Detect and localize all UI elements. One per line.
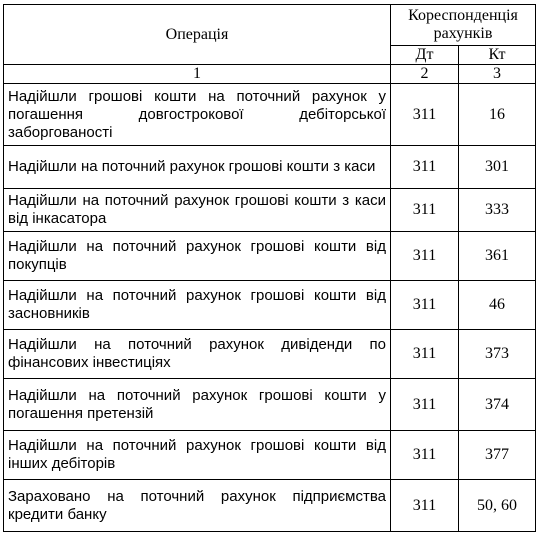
table-row: [4, 84, 536, 146]
operation-cell: Надійшли грошові кошти на поточний рахунок у погашення довгострокової дебіторської заборгованості: [4, 84, 391, 146]
credit-cell: 16: [459, 84, 536, 146]
credit-cell: 377: [459, 431, 536, 480]
column-number-2: 2: [391, 65, 459, 84]
table-row: [4, 232, 536, 281]
accounting-entries-table: [3, 4, 536, 532]
header-operation: Операція: [4, 5, 391, 65]
debit-cell: 311: [391, 431, 459, 480]
debit-cell: 311: [391, 84, 459, 146]
credit-cell: 50, 60: [459, 480, 536, 532]
table-row: [4, 431, 536, 480]
credit-cell: 333: [459, 189, 536, 232]
credit-cell: 46: [459, 281, 536, 330]
operation-cell: Надійшли на поточний рахунок грошові кошти від інших дебіторів: [4, 431, 391, 480]
debit-cell: 311: [391, 281, 459, 330]
header-credit: Кт: [459, 46, 536, 65]
table-row: [4, 480, 536, 532]
credit-cell: 374: [459, 379, 536, 431]
table-row: [4, 281, 536, 330]
table-row: [4, 330, 536, 379]
table-row: [4, 379, 536, 431]
operation-cell: Надійшли на поточний рахунок грошові кошти з каси: [4, 146, 391, 189]
debit-cell: 311: [391, 379, 459, 431]
debit-cell: 311: [391, 330, 459, 379]
operation-cell: Надійшли на поточний рахунок грошові кошти з каси від інкасатора: [4, 189, 391, 232]
header-correspondence: Кореспонденція рахунків: [391, 5, 536, 46]
table-row: [4, 189, 536, 232]
operation-cell: Надійшли на поточний рахунок грошові кошти у погашення претензій: [4, 379, 391, 431]
operation-cell: Надійшли на поточний рахунок дивіденди по фінансових інвестиціях: [4, 330, 391, 379]
debit-cell: 311: [391, 232, 459, 281]
credit-cell: 373: [459, 330, 536, 379]
debit-cell: 311: [391, 146, 459, 189]
table-row: [4, 146, 536, 189]
operation-cell: Надійшли на поточний рахунок грошові кошти від засновників: [4, 281, 391, 330]
credit-cell: 301: [459, 146, 536, 189]
header-debit: Дт: [391, 46, 459, 65]
debit-cell: 311: [391, 480, 459, 532]
credit-cell: 361: [459, 232, 536, 281]
operation-cell: Зараховано на поточний рахунок підприємства кредити банку: [4, 480, 391, 532]
column-number-3: 3: [459, 65, 536, 84]
debit-cell: 311: [391, 189, 459, 232]
accounting-entries-table-wrapper: [3, 4, 535, 532]
operation-cell: Надійшли на поточний рахунок грошові кошти від покупців: [4, 232, 391, 281]
column-number-1: 1: [4, 65, 391, 84]
